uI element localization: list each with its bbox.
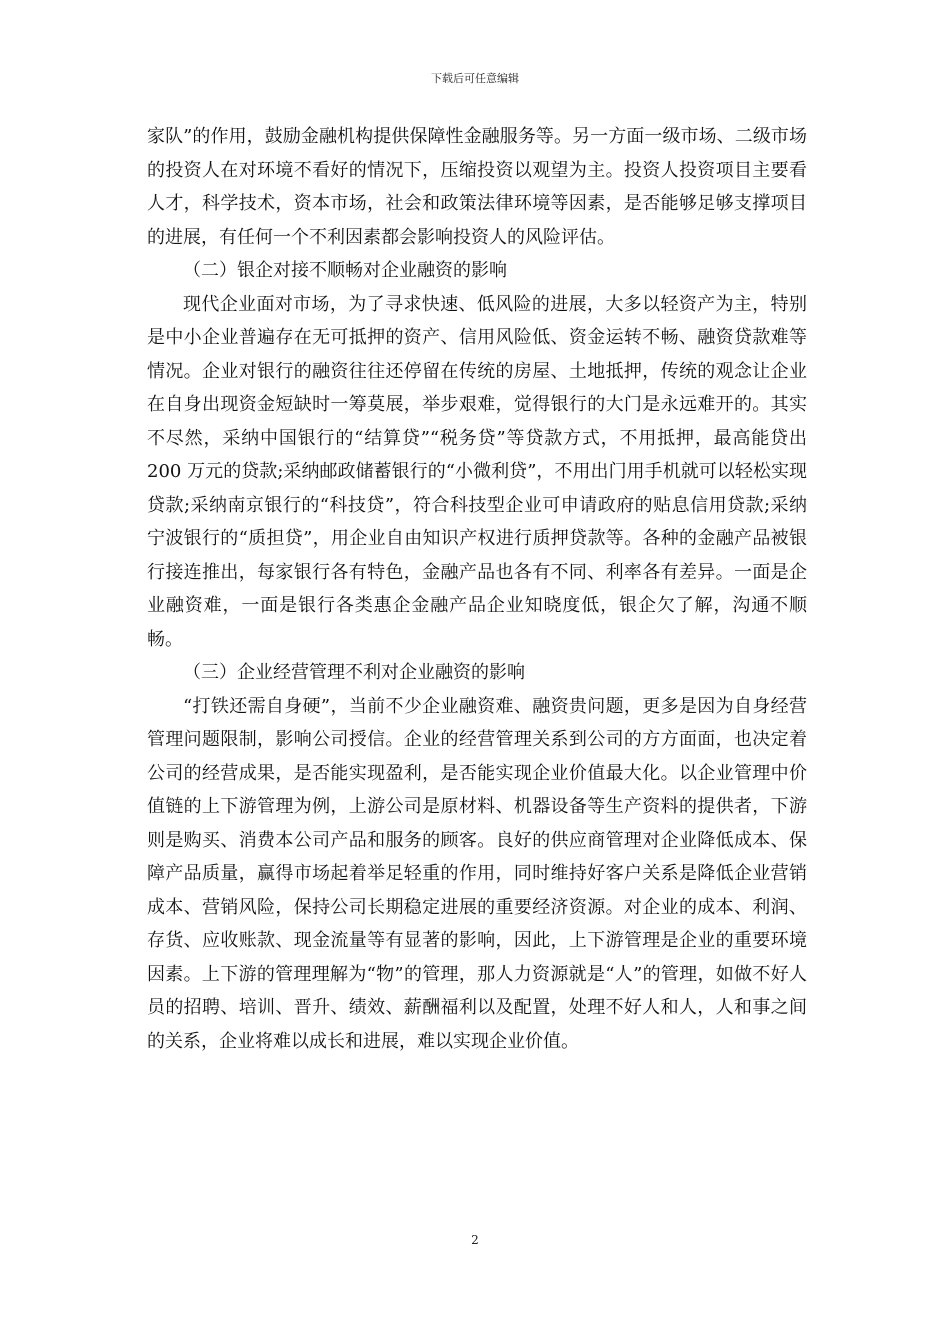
paragraph-management: “打铁还需自身硬”，当前不少企业融资难、融资贵问题，更多是因为自身经营管理问题限制，影响公司授信。企业的经营管理关系到公司的方方面面，也决定着公司的经营成果，是否能实现盈利，是否能实现企业价值最大化。以企业管理中价值链的上下游管理为例，上游公司是原材料、机器设备等生产资料的提供者，下游则是购买、消费本公司产品和服务的顾客。良好的供应商管理对企业降低成本、保障产品质量，赢得市场起着举足轻重的作用，同时维持好客户关系是降低企业营销成本、营销风险，保持公司长期稳定进展的重要经济资源。对企业的成本、利润、存货、应收账款、现金流量等有显著的影响，因此，上下游管理是企业的重要环境因素。上下游的管理理解为“物”的管理，那人力资源就是“人”的管理，如做不好人员的招聘、培训、晋升、绩效、薪酬福利以及配置，处理不好人和人，人和事之间的关系，企业将难以成长和进展，难以实现企业价值。 [147,695,807,1052]
paragraph-bank-enterprise: 现代企业面对市场，为了寻求快速、低风险的进展，大多以轻资产为主，特别是中小企业普遍存在无可抵押的资产、信用风险低、资金运转不畅、融资贷款难等情况。企业对银行的融资往往还停留在传统的房屋、土地抵押，传统的观念让企业在自身出现资金短缺时一筹莫展，举步艰难，觉得银行的大门是永远难开的。其实不尽然，采纳中国银行的“结算贷”“税务贷”等贷款方式，不用抵押，最高能贷出 200 万元的贷款;采纳邮政储蓄银行的“小微利贷”，不用出门用手机就可以轻松实现贷款;采纳南京银行的“科技贷”，符合科技型企业可申请政府的贴息信用贷款;采纳宁波银行的“质担贷”，用企业自由知识产权进行质押贷款等。各种的金融产品被银行接连推出，每家银行各有特色，金融产品也各有不同、利率各有差异。一面是企业融资难，一面是银行各类惠企金融产品企业知晓度低，银企欠了解，沟通不顺畅。 [147,293,807,650]
paragraph-continuation: 家队”的作用，鼓励金融机构提供保障性金融服务等。另一方面一级市场、二级市场的投资人在对环境不看好的情况下，压缩投资以观望为主。投资人投资项目主要看人才，科学技术，资本市场，社会和政策法律环境等因素，是否能够足够支撑项目的进展，有任何一个不利因素都会影响投资人的风险评估。 [147,126,807,248]
document-body [147,120,807,1058]
section-heading-3: （三）企业经营管理不利对企业融资的影响 [183,662,525,683]
section-heading-2: （二）银企对接不顺畅对企业融资的影响 [183,260,507,281]
page-number: 2 [471,1233,479,1247]
page-header: 下载后可任意编辑 [431,72,519,85]
